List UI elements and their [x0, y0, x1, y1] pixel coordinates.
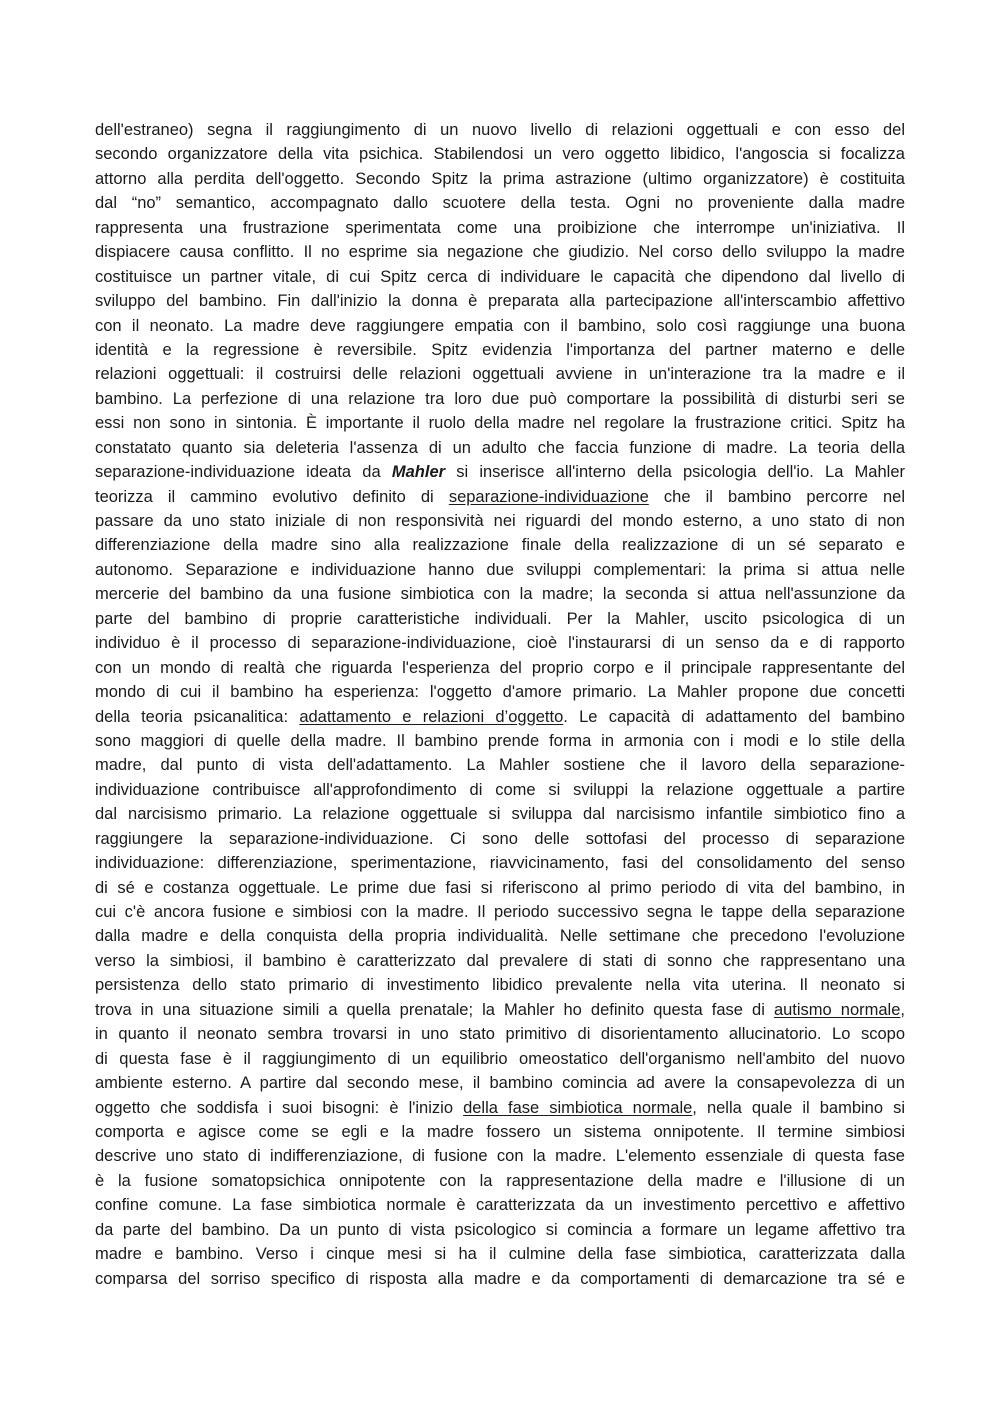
text-line — [95, 191, 905, 215]
text-segment: rappresenta una frustrazione sperimentata come una proibizione che interrompe un'iniziativa. Il — [95, 218, 905, 237]
text-segment: identità e la regressione è reversibile. Spitz evidenzia l'importanza del partner materno e delle — [95, 340, 905, 359]
text-segment: costituisce un partner vitale, di cui Spitz cerca di individuare le capacità che dipendono dal livello di — [95, 267, 905, 286]
text-segment: differenziazione della madre sino alla realizzazione finale della realizzazione di un sé separato e — [95, 536, 905, 555]
document-body — [95, 118, 905, 1291]
text-line — [95, 436, 905, 460]
text-line — [95, 387, 905, 411]
text-segment: . Le capacità di adattamento del bambino — [563, 707, 905, 726]
text-line — [95, 998, 905, 1022]
text-segment: comparsa del sorriso specifico di risposta alla madre e da comportamenti di demarcazione tra sé e — [95, 1269, 905, 1288]
text-line — [95, 827, 905, 851]
text-segment: comporta e agisce come se egli e la madre fossero un sistema onnipotente. Il termine simbiosi — [95, 1122, 905, 1141]
text-segment: della teoria psicanalitica: — [95, 707, 300, 726]
text-segment: è la fusione somatopsichica onnipotente con la rappresentazione della madre e l'illusione di un — [95, 1171, 905, 1190]
text-line — [95, 851, 905, 875]
text-segment: secondo organizzatore della vita psichica. Stabilendosi un vero oggetto libidico, l'angoscia si focalizza — [95, 145, 905, 164]
text-line — [95, 1242, 905, 1266]
text-segment: attorno alla perdita dell'oggetto. Secondo Spitz la prima astrazione (ultimo organizzatore) è costituita — [95, 169, 905, 188]
text-segment: , nella quale il bambino si — [692, 1098, 905, 1117]
text-line — [95, 1096, 905, 1120]
text-segment: in quanto il neonato sembra trovarsi in uno stato primitivo di disorientamento allucinatorio. Lo scopo — [95, 1025, 905, 1044]
text-segment: trova in una situazione simili a quella prenatale; la Mahler ho definito questa fase di — [95, 1000, 774, 1019]
text-segment: individuazione: differenziazione, sperimentazione, riavvicinamento, fasi del consolidamento del senso — [95, 854, 905, 873]
text-line — [95, 118, 905, 142]
text-line — [95, 1120, 905, 1144]
text-segment: parte del bambino di proprie caratteristiche individuali. Per la Mahler, uscito psicologica di un — [95, 609, 905, 628]
text-segment: si inserisce all'interno della psicologia dell'io. La Mahler — [445, 463, 905, 482]
text-line — [95, 314, 905, 338]
text-line — [95, 656, 905, 680]
text-segment: persistenza dello stato primario di investimento libidico prevalente nella vita uterina. Il neonato si — [95, 976, 905, 995]
text-line — [95, 1047, 905, 1071]
text-line — [95, 973, 905, 997]
text-segment: madre e bambino. Verso i cinque mesi si ha il culmine della fase simbiotica, caratterizzata dalla — [95, 1245, 905, 1264]
text-line — [95, 949, 905, 973]
text-line — [95, 167, 905, 191]
text-segment: individuo è il processo di separazione-individuazione, cioè l'instaurarsi di un senso da e di rapporto — [95, 634, 905, 653]
text-segment: mercerie del bambino da una fusione simbiotica con la madre; la seconda si attua nell'assunzione da — [95, 585, 905, 604]
text-segment: dispiacere causa conflitto. Il no esprime sia negazione che giudizio. Nel corso dello sviluppo la madre — [95, 243, 905, 262]
text-segment: autonomo. Separazione e individuazione hanno due sviluppi complementari: la prima si attua nelle — [95, 560, 905, 579]
text-line — [95, 142, 905, 166]
text-segment: passare da uno stato iniziale di non responsività nei riguardi del mondo esterno, a uno stato di non — [95, 512, 905, 530]
text-line — [95, 802, 905, 826]
text-segment: di sé e costanza oggettuale. Le prime due fasi si riferiscono al primo periodo di vita del bambino, in — [95, 878, 905, 897]
underlined-term: separazione-individuazione — [448, 487, 649, 506]
text-line — [95, 533, 905, 557]
text-line — [95, 265, 905, 289]
text-line — [95, 1218, 905, 1242]
text-segment: cui c'è ancora fusione e simbiosi con la madre. Il periodo successivo segna le tappe della separazione — [95, 903, 905, 921]
text-segment: confine comune. La fase simbiotica normale è caratterizzata da un investimento percettivo e affettivo — [95, 1196, 905, 1215]
text-segment: oggetto che soddisfa i suoi bisogni: è l'inizio — [95, 1098, 464, 1117]
text-segment: da parte del bambino. Da un punto di vista psicologico si comincia a formare un legame affettivo tra — [95, 1220, 905, 1239]
text-line — [95, 460, 905, 484]
text-line — [95, 607, 905, 631]
text-segment: bambino. La perfezione di una relazione tra loro due può comportare la possibilità di disturbi seri se — [95, 389, 905, 408]
text-segment: sono maggiori di quelle della madre. Il bambino prende forma in armonia con i modi e lo stile della — [95, 731, 905, 750]
text-segment: madre, dal punto di vista dell'adattamento. La Mahler sostiene che il lavoro della separazione- — [95, 756, 905, 775]
text-line — [95, 631, 905, 655]
underlined-term: autismo normale — [773, 1000, 901, 1019]
text-segment: ambiente esterno. A partire dal secondo mese, il bambino comincia ad avere la consapevolezza di un — [95, 1074, 905, 1093]
emphasized-name: Mahler — [391, 463, 446, 482]
text-line — [95, 753, 905, 777]
text-line — [95, 411, 905, 435]
text-line — [95, 582, 905, 606]
text-segment: che il bambino percorre nel — [648, 487, 905, 506]
text-line — [95, 216, 905, 240]
text-segment: essi non sono in sintonia. È importante il ruolo della madre nel regolare la frustrazione critici. Spitz ha — [95, 414, 905, 433]
text-segment: con il neonato. La madre deve raggiungere empatia con il bambino, solo così raggiunge una buona — [95, 316, 905, 335]
text-line — [95, 240, 905, 264]
text-line — [95, 1071, 905, 1095]
underlined-term: della fase simbiotica normale — [463, 1098, 693, 1117]
text-segment: dell'estraneo) segna il raggiungimento di un nuovo livello di relazioni oggettuali e con esso del — [95, 121, 905, 139]
text-segment: separazione-individuazione ideata da — [95, 463, 392, 482]
text-segment: con un mondo di realtà che riguarda l'esperienza del proprio corpo e il principale rappresentante del — [95, 658, 905, 677]
text-line — [95, 1144, 905, 1168]
text-line — [95, 924, 905, 948]
text-line — [95, 900, 905, 924]
text-line — [95, 1193, 905, 1217]
text-line — [95, 876, 905, 900]
text-segment: dalla madre e della conquista della propria individualità. Nelle settimane che precedono l'evoluzione — [95, 927, 905, 946]
text-segment: teorizza il cammino evolutivo definito di — [95, 487, 449, 506]
text-line — [95, 705, 905, 729]
text-segment: constatato quanto sia deleteria l'assenza di un adulto che faccia funzione di madre. La teoria della — [95, 438, 905, 457]
text-line — [95, 558, 905, 582]
text-line — [95, 338, 905, 362]
text-line — [95, 1169, 905, 1193]
text-line — [95, 680, 905, 704]
text-line — [95, 362, 905, 386]
underlined-term: adattamento e relazioni d’oggetto — [299, 707, 564, 726]
text-line — [95, 1022, 905, 1046]
text-segment: descrive uno stato di indifferenziazione, di fusione con la madre. L'elemento essenziale di questa fase — [95, 1147, 905, 1166]
text-segment: , — [900, 1000, 905, 1019]
text-line — [95, 729, 905, 753]
text-segment: mondo di cui il bambino ha esperienza: l'oggetto d'amore primario. La Mahler propone due concetti — [95, 683, 905, 702]
text-segment: individuazione contribuisce all'approfondimento di come si sviluppi la relazione oggettuale a partire — [95, 780, 905, 799]
text-segment: dal “no” semantico, accompagnato dallo scuotere della testa. Ogni no proveniente dalla madre — [95, 194, 905, 213]
text-segment: di questa fase è il raggiungimento di un equilibrio omeostatico dell'organismo nell'ambito del nuovo — [95, 1049, 905, 1068]
text-line — [95, 778, 905, 802]
text-segment: verso la simbiosi, il bambino è caratterizzato dal prevalere di stati di sonno che rappresentano una — [95, 951, 905, 970]
text-line — [95, 1267, 905, 1291]
text-segment: sviluppo del bambino. Fin dall'inizio la donna è preparata alla partecipazione all'interscambio affettivo — [95, 292, 905, 311]
text-line — [95, 485, 905, 509]
text-segment: dal narcisismo primario. La relazione oggettuale si sviluppa dal narcisismo infantile simbiotico fino a — [95, 805, 905, 824]
text-line — [95, 289, 905, 313]
text-line — [95, 509, 905, 533]
text-segment: raggiungere la separazione-individuazione. Ci sono delle sottofasi del processo di separazione — [95, 829, 905, 848]
text-segment: relazioni oggettuali: il costruirsi delle relazioni oggettuali avviene in un'interazione tra la madre e il — [95, 365, 905, 384]
